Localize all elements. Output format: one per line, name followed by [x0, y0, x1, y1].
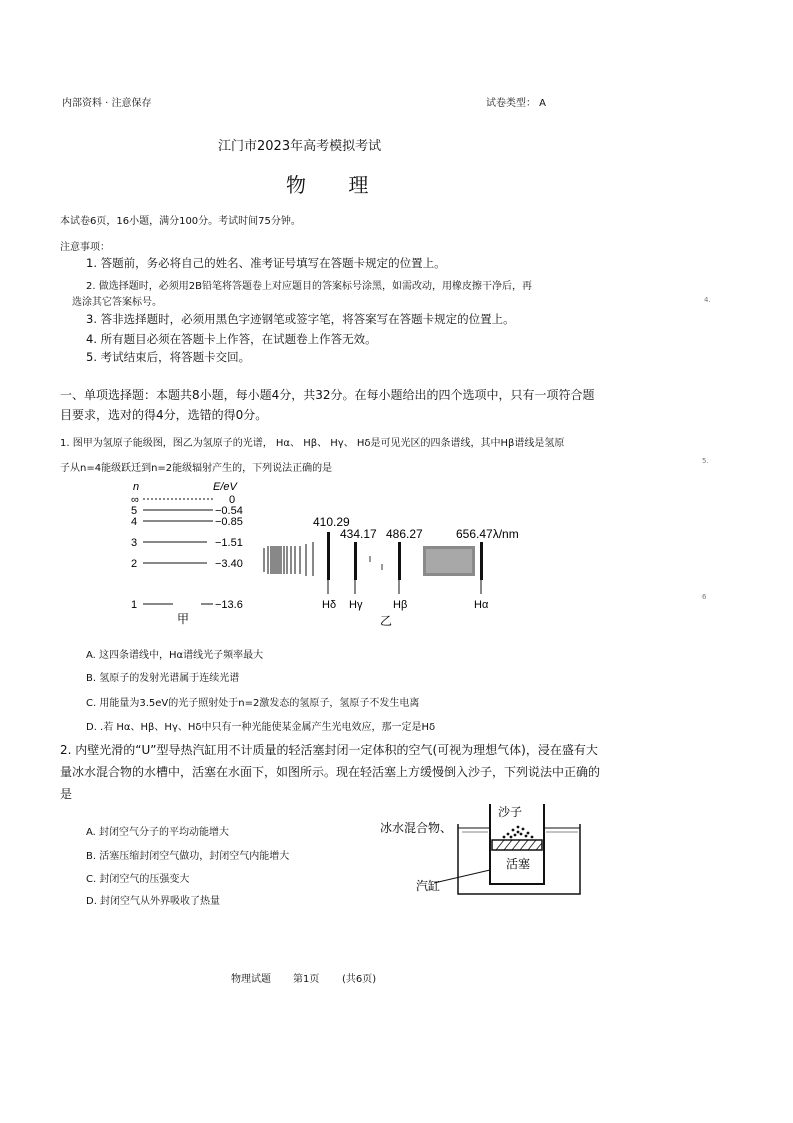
wavelength-label: 656.47λ/nm	[456, 527, 519, 541]
notice-item: 选涂其它答案标号。	[72, 297, 162, 308]
exam-title: 江门市2023年高考模拟考试	[218, 139, 382, 154]
q1-option-b: B. 氢原子的发射光谱属于连续光谱	[86, 673, 240, 684]
q2-stem: 量冰水混合物的水槽中，活塞在水面下，如图所示。现在轻活塞上方缓慢倒入沙子，下列说法中正确的	[60, 765, 601, 779]
series-limit-lines	[264, 542, 313, 576]
q2-option-c: C. 封闭空气的压强变大	[86, 874, 190, 885]
q2-option-b: B. 活塞压缩封闭空气做功，封闭空气内能增大	[86, 851, 290, 862]
energy-level-diagram	[125, 478, 260, 628]
level-energy-label: 0	[229, 494, 236, 506]
diagram-caption-yi: 乙	[380, 614, 393, 628]
level-energy-label: −3.40	[215, 558, 243, 570]
label-piston: 活塞	[506, 857, 531, 871]
margin-mark: 4.	[704, 296, 711, 304]
footer-total: (共6页)	[342, 974, 377, 985]
notice-item: 1. 答题前，务必将自己的姓名、准考证号填写在答题卡规定的位置上。	[86, 256, 446, 270]
wavelength-label: 434.17	[340, 527, 377, 541]
level-energy-label: −0.54	[215, 505, 243, 517]
level-n-label: 3	[131, 537, 138, 549]
n-axis-label: n	[133, 481, 140, 493]
notice-item: 3. 答非选择题时，必须用黑色字迹钢笔或签字笔，将答案写在答题卡规定的位置上。	[86, 312, 515, 326]
level-n-label: 5	[131, 505, 138, 517]
q1-option-c: C. 用能量为3.5eV的光子照射处于n=2激发态的氢原子，氢原子不发生电离	[86, 698, 420, 709]
section-heading-cont: 目要求，选对的得4分，选错的得0分。	[60, 408, 268, 422]
hydrogen-spectrum-diagram	[258, 512, 538, 630]
label-mixture: 冰水混合物、	[380, 821, 453, 835]
spectral-line-name: Hγ	[349, 599, 363, 611]
spectral-line-h-gamma	[354, 542, 357, 580]
level-n-label: 4	[131, 516, 138, 528]
notice-item: 5. 考试结束后，将答题卡交回。	[86, 350, 251, 364]
level-n-label: 2	[131, 558, 138, 570]
level-energy-label: −13.6	[215, 599, 243, 611]
confidential-label: 内部资料 · 注意保存	[62, 98, 152, 109]
q2-option-d: D. 封闭空气从外界吸收了热量	[86, 896, 221, 907]
sand-pile	[503, 826, 534, 839]
spectral-line-name: Hδ	[322, 599, 337, 611]
spectral-line-h-beta	[398, 542, 401, 580]
footer-subject: 物理试题	[231, 974, 271, 985]
level-energy-label: −1.51	[215, 537, 243, 549]
q1-stem: 1. 图甲为氢原子能级图，图乙为氢原子的光谱， Hα、 Hβ、 Hγ、 Hδ是可见光区的四条谱线，其中Hβ谱线是氢原	[60, 438, 565, 449]
diagram-caption-jia: 甲	[177, 612, 190, 626]
notice-item: 4. 所有题目必须在答题卡上作答，在试题卷上作答无效。	[86, 332, 377, 346]
margin-mark: 5.	[702, 457, 709, 465]
level-energy-label: −0.85	[215, 516, 243, 528]
label-sand: 沙子	[498, 805, 523, 819]
paper-type-label: 试卷类型： A	[486, 98, 547, 109]
level-n-label: ∞	[131, 494, 139, 506]
label-cylinder: 汽缸	[416, 879, 441, 893]
q1-option-a: A. 这四条谱线中，Hα谱线光子频率最大	[86, 650, 264, 661]
q2-stem: 2. 内壁光滑的“U”型导热汽缸用不计质量的轻活塞封闭一定体积的空气(可视为理想气体)，浸在盛有大	[60, 743, 598, 757]
q1-option-d: D. .若 Hα、Hβ、Hγ、Hδ中只有一种光能使某金属产生光电效应，那一定是Hδ	[86, 722, 436, 733]
spectral-line-h-alpha	[480, 542, 483, 580]
cylinder-diagram	[378, 800, 588, 900]
q1-stem: 子从n=4能级跃迁到n=2能级辐射产生的，下列说法正确的是	[60, 463, 333, 474]
section-heading: 一、单项选择题：本题共8小题，每小题4分，共32分。在每小题给出的四个选项中，只有一项符合题	[60, 388, 595, 402]
footer-page: 第1页	[293, 974, 320, 985]
q2-stem: 是	[60, 787, 73, 801]
subject-title: 物 理	[286, 173, 387, 197]
margin-mark: 6	[702, 593, 707, 601]
wavelength-label: 410.29	[313, 515, 350, 529]
spectral-line-name: Hβ	[393, 599, 408, 611]
level-n-label: 1	[131, 599, 138, 611]
notice-item: 2. 做选择题时，必须用2B铅笔将答题卷上对应题目的答案标号涂黑，如需改动，用橡皮擦干净后，再	[86, 281, 532, 292]
q2-option-a: A. 封闭空气分子的平均动能增大	[86, 827, 230, 838]
spectral-line-h-delta	[327, 532, 330, 580]
spectral-line-name: Hα	[474, 599, 489, 611]
energy-axis-label: E/eV	[213, 481, 237, 493]
exam-intro: 本试卷6页，16小题，满分100分。考试时间75分钟。	[60, 216, 301, 227]
wavelength-label: 486.27	[386, 527, 423, 541]
notice-title: 注意事项：	[60, 242, 110, 253]
